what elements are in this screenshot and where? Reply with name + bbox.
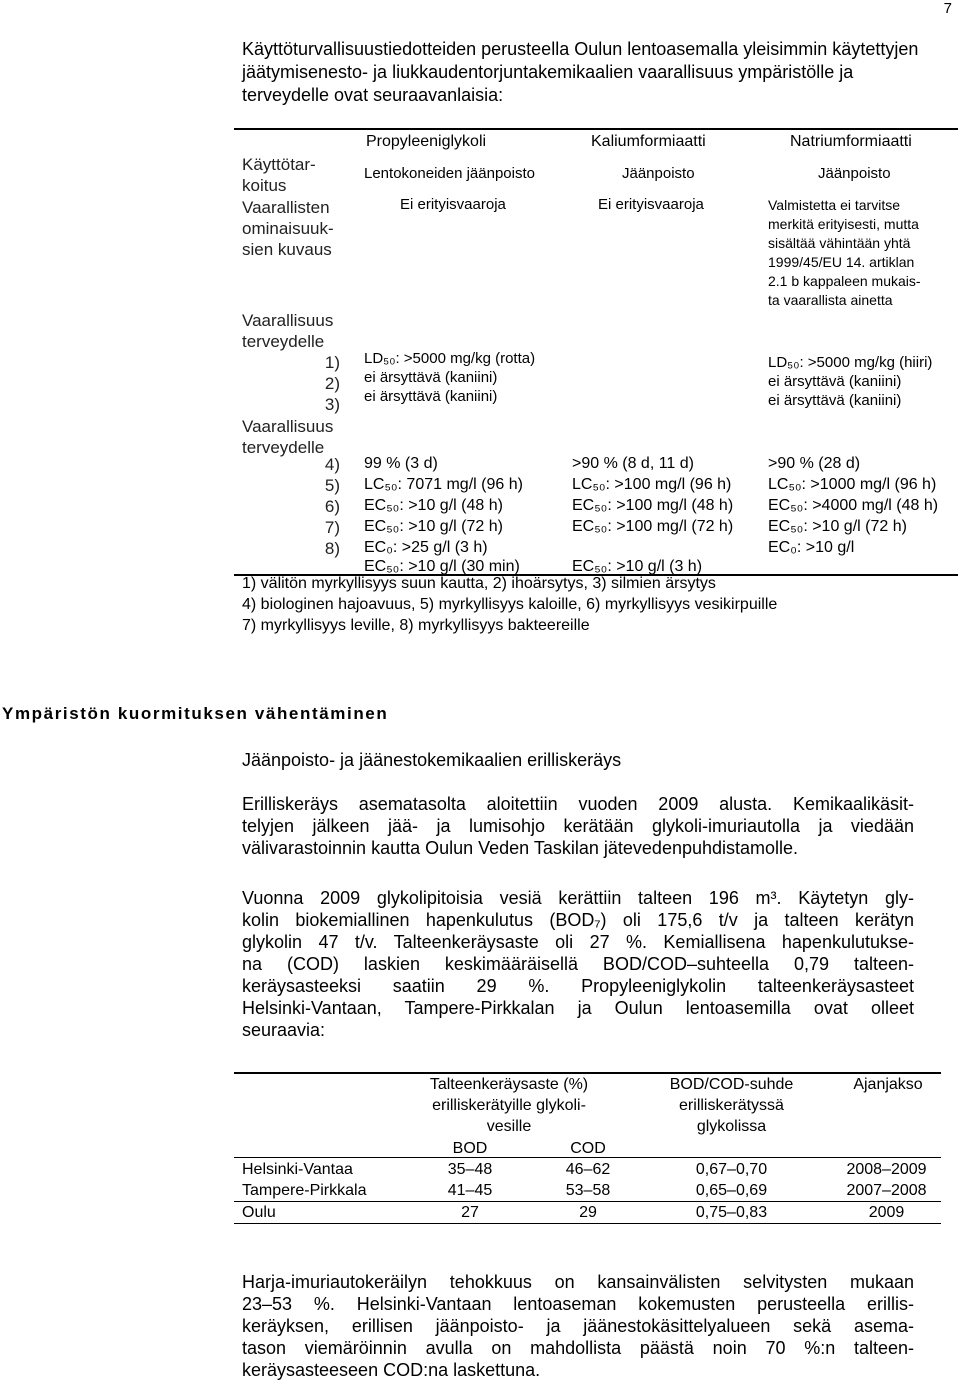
para-line: Vuonna 2009 glykolipitoisia vesiä kerättiin talteen 196 m³. Käytetyn gly- <box>242 888 914 908</box>
row-num: 5) <box>324 476 340 495</box>
hazard-kalium: Ei erityisvaaroja <box>598 196 704 213</box>
row-label-health-env: Vaarallisuus terveydelle <box>242 417 334 457</box>
col-header-natrium: Natriumformiaatti <box>790 133 912 150</box>
para-line: glykolin 47 t/v. Talteenkeräysaste oli 27 %. Kemiallisena hapenkulutukse- <box>242 932 914 952</box>
env-kalium-line: EC₅₀: >10 g/l (3 h) <box>572 558 703 575</box>
paragraph-3 <box>242 1271 914 1381</box>
subheader-bod: BOD <box>452 1140 488 1157</box>
env-kalium-line: EC₅₀: >100 mg/l (48 h) <box>572 497 734 514</box>
cell-ratio: 0,65–0,69 <box>695 1182 768 1199</box>
subheading: Jäänpoisto- ja jäänestokemikaalien erilliskeräys <box>242 750 622 770</box>
env-natrium-line: EC₅₀: >10 g/l (72 h) <box>768 518 907 535</box>
row-num: 8) <box>324 539 340 558</box>
footnote-line: 1) välitön myrkyllisyys suun kautta, 2) ihoärsytys, 3) silmien ärsytys <box>242 575 716 592</box>
para-line: keräysasteeseen COD:na laskettuna. <box>242 1360 541 1380</box>
hazard-natrium-line: 2.1 b kappaleen mukais- <box>768 273 921 289</box>
env-kalium-line: >90 % (8 d, 11 d) <box>572 455 694 472</box>
health-propylene-line: ei ärsyttävä (kaniini) <box>364 369 498 386</box>
env-natrium-line: >90 % (28 d) <box>768 455 861 472</box>
row-num: 2) <box>324 374 340 393</box>
footnote-line: 4) biologinen hajoavuus, 5) myrkyllisyys kaloille, 6) myrkyllisyys vesikirpuille <box>242 596 778 613</box>
paragraph-2 <box>242 887 914 1041</box>
env-propylene-line: EC₅₀: >10 g/l (30 min) <box>364 558 520 575</box>
footnotes <box>242 573 777 636</box>
table-rule-bottom <box>234 1223 941 1224</box>
hazard-natrium-line: sisältää vähintään yhtä <box>768 235 911 251</box>
cell-ratio: 0,75–0,83 <box>695 1204 768 1221</box>
para-line: 23–53 %. Helsinki-Vantaan lentoaseman kokemusten perusteella erillis- <box>242 1294 914 1314</box>
row-name: Helsinki-Vantaa <box>242 1161 353 1178</box>
env-kalium-line: LC₅₀: >100 mg/l (96 h) <box>572 476 732 493</box>
env-propylene-line: EC₅₀: >10 g/l (72 h) <box>364 518 503 535</box>
cell-cod: 46–62 <box>565 1161 611 1178</box>
cell-ratio: 0,67–0,70 <box>695 1161 768 1178</box>
page-number: 7 <box>943 0 952 17</box>
table-rule-top <box>234 128 958 130</box>
env-natrium-line: EC₅₀: >4000 mg/l (48 h) <box>768 497 939 514</box>
env-propylene-line: LC₅₀: 7071 mg/l (96 h) <box>364 476 523 493</box>
cell-bod: 35–48 <box>447 1161 493 1178</box>
header-line: Talteenkeräysaste (%) <box>429 1076 589 1093</box>
cell-bod: 41–45 <box>447 1182 493 1199</box>
col-header-kalium: Kaliumformiaatti <box>591 133 706 150</box>
para-line: keräyksen, erillisen jäänpoisto- ja jäänestokäsittelyalueen sekä asema- <box>242 1316 914 1336</box>
subheader-cod: COD <box>570 1140 606 1157</box>
env-propylene-line: EC₀: >25 g/l (3 h) <box>364 539 488 556</box>
env-natrium-line: LC₅₀: >1000 mg/l (96 h) <box>768 476 937 493</box>
row-num: 6) <box>324 497 340 516</box>
section-heading: Ympäristön kuormituksen vähentäminen <box>2 704 389 723</box>
para-line: välivarastoinnin kautta Oulun Veden Taskilan jätevedenpuhdistamolle. <box>242 838 799 858</box>
health-natrium-line: LD₅₀: >5000 mg/kg (hiiri) <box>768 354 933 371</box>
env-kalium-line: EC₅₀: >100 mg/l (72 h) <box>572 518 734 535</box>
recovery-table <box>234 1068 941 1228</box>
para-line: kolin biokemiallinen hapenkulutus (BOD₇) oli 175,6 t/v ja talteen kerätyn <box>242 910 914 930</box>
col-header-ratio <box>644 1074 819 1137</box>
hazard-table <box>234 128 958 578</box>
para-line: telyjen jälkeen jää- ja lumisohjo kerätään glykoli-imuriautolla ja viedään <box>242 816 914 836</box>
row-label-purpose: Käyttötar- koitus <box>242 155 316 195</box>
health-propylene-line: ei ärsyttävä (kaniini) <box>364 388 498 405</box>
cell-period: 2008–2009 <box>846 1161 927 1178</box>
row-label-health-human: Vaarallisuus terveydelle <box>242 311 334 351</box>
col-header-period: Ajanjakso <box>853 1076 923 1093</box>
hazard-propylene: Ei erityisvaaroja <box>400 196 506 213</box>
env-propylene-line: 99 % (3 d) <box>364 455 438 472</box>
para-line: Harja-imuriautokeräilyn tehokkuus on kansainvälisten selvitysten mukaan <box>242 1272 914 1292</box>
hazard-natrium-line: 1999/45/EU 14. artiklan <box>768 254 915 270</box>
cell-bod: 27 <box>461 1204 479 1221</box>
purpose-natrium: Jäänpoisto <box>818 165 891 182</box>
para-line: tason viemäröinnin avulla on mahdollista päästä noin 70 %:n talteen- <box>242 1338 914 1358</box>
footnote-line: 7) myrkyllisyys leville, 8) myrkyllisyys bakteereille <box>242 617 590 634</box>
header-line: erilliskerätyssä <box>679 1097 784 1114</box>
intro-paragraph: Käyttöturvallisuustiedotteiden perusteella Oulun lentoasemalla yleisimmin käytettyjen jäätymisenesto- ja liukkaudentorjuntakemikaalien vaarallisuus ympäristölle ja terveydelle ovat seuraavanlaisia: <box>242 39 919 105</box>
env-propylene-line: EC₅₀: >10 g/l (48 h) <box>364 497 503 514</box>
para-line: na (COD) laskien keskimääräisellä BOD/COD–suhteella 0,79 talteen- <box>242 954 914 974</box>
table-rule <box>234 1157 941 1158</box>
cell-period: 2009 <box>868 1204 905 1221</box>
para-line: Erilliskeräys asematasolta aloitettiin vuoden 2009 alusta. Kemikaalikäsit- <box>242 794 914 814</box>
cell-cod: 53–58 <box>565 1182 611 1199</box>
header-line: BOD/COD-suhde <box>669 1076 794 1093</box>
purpose-propylene: Lentokoneiden jäänpoisto <box>364 165 535 182</box>
header-line: erilliskerätyille glykoli- <box>432 1097 586 1114</box>
col-header-propylene: Propyleeniglykoli <box>366 133 487 150</box>
health-propylene-line: LD₅₀: >5000 mg/kg (rotta) <box>364 350 536 367</box>
col-header-recovery <box>404 1074 614 1137</box>
cell-period: 2007–2008 <box>846 1182 927 1199</box>
row-num: 1) <box>324 353 340 372</box>
para-line: seuraavia: <box>242 1020 326 1040</box>
health-natrium-line: ei ärsyttävä (kaniini) <box>768 373 902 390</box>
hazard-natrium-line: merkitä erityisesti, mutta <box>768 216 919 232</box>
hazard-natrium-line: Valmistetta ei tarvitse <box>768 197 901 213</box>
header-line: vesille <box>486 1118 532 1135</box>
env-natrium-line: EC₀: >10 g/l <box>768 539 855 556</box>
para-line: Helsinki-Vantaan, Tampere-Pirkkalan ja Oulun lentoasemilla ovat olleet <box>242 998 914 1018</box>
cell-cod: 29 <box>579 1204 597 1221</box>
row-num: 7) <box>324 518 340 537</box>
row-num: 3) <box>324 395 340 414</box>
paragraph-1 <box>242 793 914 859</box>
row-name: Oulu <box>242 1204 276 1221</box>
purpose-kalium: Jäänpoisto <box>622 165 695 182</box>
header-line: glykolissa <box>696 1118 767 1135</box>
row-label-hazard: Vaarallisten ominaisuuk- sien kuvaus <box>242 198 334 259</box>
para-line: keräysasteeksi saatiin 29 %. Propyleeniglykolin talteenkeräysasteet <box>242 976 914 996</box>
health-natrium-line: ei ärsyttävä (kaniini) <box>768 392 902 409</box>
row-num: 4) <box>324 455 340 474</box>
row-name: Tampere-Pirkkala <box>242 1182 367 1199</box>
hazard-natrium-line: ta vaarallista ainetta <box>768 292 893 308</box>
